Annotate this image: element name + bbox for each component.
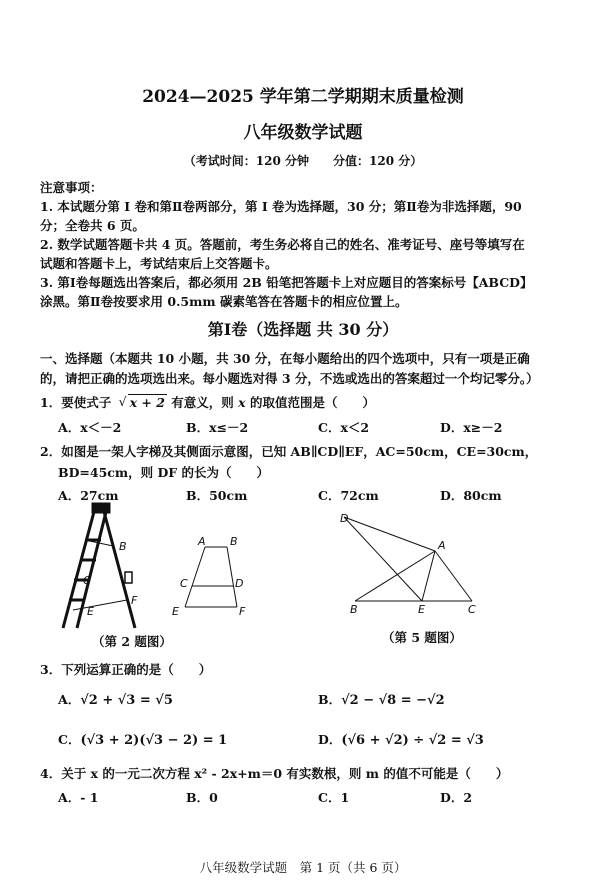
trap-label-f: F xyxy=(239,605,246,618)
q5-label-a: A xyxy=(438,539,446,552)
section-intro-line: 一、选择题（本题共 10 小题，共 30 分，在每小题给出的四个选项中，只有一项是正确 xyxy=(40,351,530,366)
q2-option-b: B．50cm xyxy=(186,488,248,503)
q5-label-b: B xyxy=(350,603,358,616)
trapezoid-drawing xyxy=(185,547,237,607)
q2-stem-line2: BD=45cm，则 DF 的长为（ ） xyxy=(58,465,270,480)
q3-option-a-expr: √2 + √3 = √5 xyxy=(80,693,173,708)
q3-option-b-label: B． xyxy=(318,692,342,707)
q5-figure-caption: （第 5 题图） xyxy=(382,630,462,645)
trap-label-c: C xyxy=(180,577,188,590)
q5-label-c: C xyxy=(468,603,476,616)
trap-label-a: A xyxy=(198,535,206,548)
ladder-label-e: E xyxy=(87,605,94,618)
ladder-label-c: C xyxy=(83,574,91,587)
ladder-label-b: B xyxy=(119,540,127,553)
note-line: 涂黑。第Ⅱ卷按要求用 0.5mm 碳素笔答在答题卡的相应位置上。 xyxy=(40,294,408,309)
q1-stem xyxy=(40,393,375,411)
q3-option-d xyxy=(318,730,484,748)
q3-option-a xyxy=(58,690,173,708)
section-intro-line: 的，请把正确的选项选出来。每小题选对得 3 分，不选或选出的答案超过一个均记零分。） xyxy=(40,371,539,386)
q3-option-d-label: D． xyxy=(318,732,342,747)
q1-stem-b: 有意义，则 xyxy=(171,395,234,410)
q4-option-a: A．- 1 xyxy=(58,790,99,805)
q2-figure-caption: （第 2 题图） xyxy=(92,634,172,649)
q5-label-e: E xyxy=(418,603,425,616)
notes-heading: 注意事项： xyxy=(40,180,103,195)
trap-label-b: B xyxy=(230,535,238,548)
q1-radicand: x + 2 xyxy=(129,395,165,410)
q1-option-d: D．x≥－2 xyxy=(440,420,503,435)
q1-stem-a: 1．要使式子 xyxy=(40,395,112,410)
q3-option-d-expr: (√6 + √2) ÷ √2 = √3 xyxy=(341,733,484,748)
q3-option-b xyxy=(318,690,445,708)
q3-option-b-expr: √2 − √8 = −√2 xyxy=(341,693,445,708)
q1-option-a: A．x＜－2 xyxy=(58,420,122,435)
exam-subtitle: 八年级数学试题 xyxy=(243,123,363,143)
q1-var: x xyxy=(238,395,246,410)
ladder-label-f: F xyxy=(131,594,138,607)
q1-option-b: B．x≤－2 xyxy=(186,420,249,435)
q1-stem-c: 的取值范围是（ ） xyxy=(249,395,375,410)
trap-label-d: D xyxy=(235,577,244,590)
exam-title: 2024—2025 学年第二学期期末质量检测 xyxy=(142,87,464,107)
ladder-figure xyxy=(55,500,165,635)
sqrt-symbol: √ x + 2 xyxy=(118,394,165,410)
trap-label-e: E xyxy=(172,605,179,618)
q1-option-c: C．x＜2 xyxy=(318,420,370,435)
note-line: 2. 数学试题答题卡共 4 页。答题前，考生务必将自己的姓名、准考证号、座号等填写在 xyxy=(40,237,525,252)
page-footer: 八年级数学试题 第 1 页（共 6 页） xyxy=(199,860,407,875)
q3-option-c xyxy=(58,730,227,748)
q4-option-d: D．2 xyxy=(440,790,473,805)
q3-stem: 3．下列运算正确的是（ ） xyxy=(40,662,212,677)
exam-meta: （考试时间：120 分钟 分值：120 分） xyxy=(183,154,423,168)
q4-stem: 4．关于 x 的一元二次方程 x² - 2x+m＝0 有实数根，则 m 的值不可能是（ ） xyxy=(40,766,509,781)
q4-option-c: C．1 xyxy=(318,790,350,805)
trapezoid-figure xyxy=(165,535,255,620)
section-title: 第Ⅰ卷（选择题 共 30 分） xyxy=(207,320,399,339)
ladder-drawing xyxy=(63,504,135,628)
q2-option-c: C．72cm xyxy=(318,488,379,503)
note-line: 3. 第Ⅰ卷每题选出答案后，都必须用 2B 铅笔把答题卡上对应题目的答案标号【ABCD】 xyxy=(40,275,533,290)
q5-drawing xyxy=(344,517,472,601)
q3-option-c-label: C． xyxy=(58,732,81,747)
q5-figure xyxy=(330,505,490,620)
q3-option-c-expr: (√3 + 2)(√3 − 2) = 1 xyxy=(80,733,228,748)
q2-stem-line1: 2．如图是一架人字梯及其侧面示意图，已知 AB∥CD∥EF，AC=50cm，CE=30cm， xyxy=(40,444,538,459)
note-line: 分；全卷共 6 页。 xyxy=(40,218,145,233)
note-line: 试题和答题卡上，考试结束后上交答题卡。 xyxy=(40,256,278,271)
note-line: 1. 本试题分第 I 卷和第Ⅱ卷两部分，第 I 卷为选择题，30 分；第Ⅱ卷为非选择题，90 xyxy=(40,199,522,214)
q5-label-d: D xyxy=(340,512,349,525)
q4-option-b: B．0 xyxy=(186,790,218,805)
q2-option-a: A．27cm xyxy=(58,488,119,503)
q3-option-a-label: A． xyxy=(58,692,81,707)
q2-option-d: D．80cm xyxy=(440,488,502,503)
